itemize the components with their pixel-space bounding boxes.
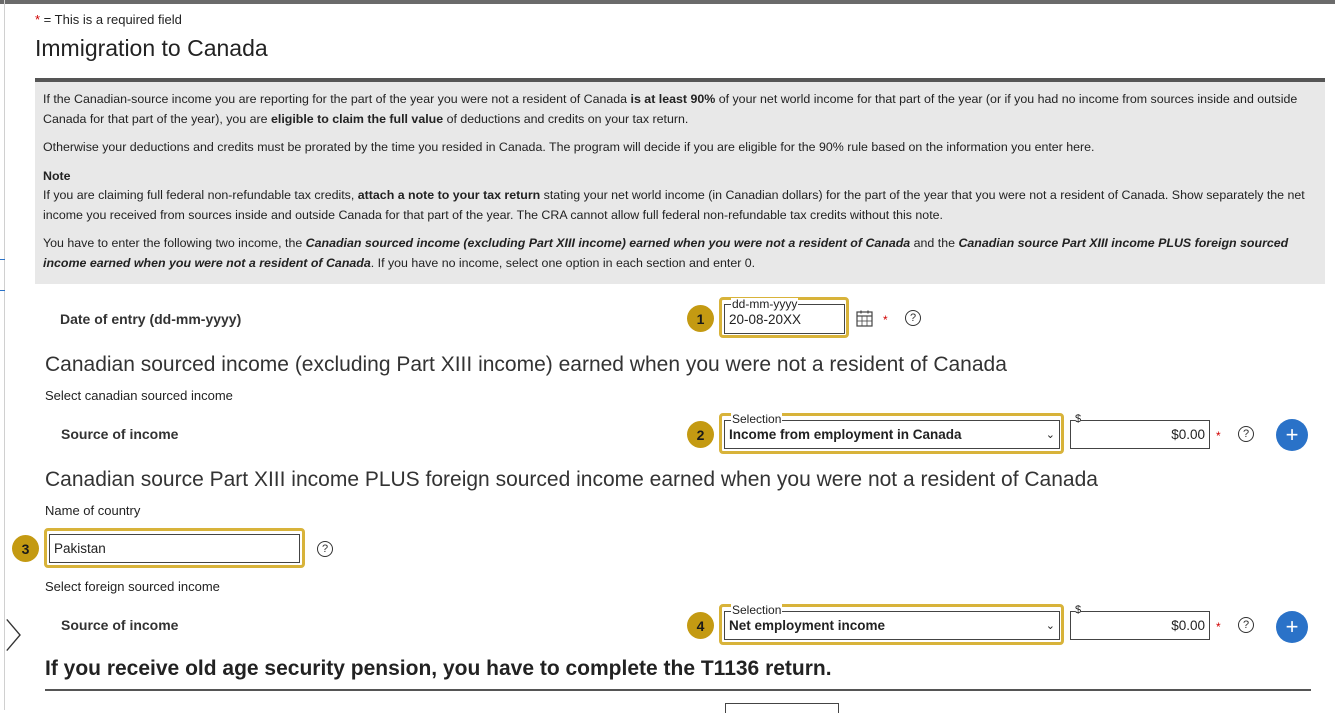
info-text: If you are claiming full federal non-refundable tax credits, bbox=[43, 188, 358, 202]
info-text: . If you have no income, select one option in each section and enter 0. bbox=[370, 255, 756, 270]
required-note-text: = This is a required field bbox=[40, 12, 182, 27]
left-border bbox=[4, 0, 5, 710]
required-star: * bbox=[1216, 429, 1221, 443]
top-border bbox=[0, 0, 1335, 4]
info-bold-italic: Canadian sourced income (excluding Part XIII income) earned when you were not a resident of Canada bbox=[305, 236, 911, 250]
chevron-down-icon: ⌄ bbox=[1045, 620, 1055, 632]
canadian-income-sublabel: Select canadian sourced income bbox=[45, 388, 233, 403]
info-paragraph bbox=[43, 90, 1317, 129]
required-star: * bbox=[1216, 620, 1221, 634]
info-paragraph bbox=[43, 186, 1317, 225]
info-text: of your net world income for that part of the year (or if you had no income from sources inside and outside Canada for that part of the year), you are bbox=[43, 92, 1298, 126]
required-field-note bbox=[35, 12, 182, 27]
info-bold: eligible to claim the full value bbox=[270, 111, 444, 126]
note-title: Note bbox=[43, 168, 71, 183]
foreign-income-heading: Canadian source Part XIII income PLUS foreign sourced income earned when you were not a resident of Canada bbox=[45, 468, 1098, 491]
amount-legend: $ bbox=[1075, 604, 1082, 616]
selected-value: Net employment income bbox=[729, 618, 886, 633]
add-canadian-income-button[interactable]: + bbox=[1276, 419, 1308, 451]
info-text: If the Canadian-source income you are reporting for the part of the year you were not a resident of Canada bbox=[43, 92, 631, 106]
info-box bbox=[35, 78, 1325, 284]
chevron-down-icon: ⌄ bbox=[1045, 429, 1055, 441]
oas-heading: If you receive old age security pension, you have to complete the T1136 return. bbox=[45, 657, 832, 680]
step-badge: 2 bbox=[687, 421, 714, 448]
help-icon[interactable]: ? bbox=[905, 310, 921, 326]
date-of-entry-label: Date of entry (dd-mm-yyyy) bbox=[60, 311, 242, 327]
source-of-income-label: Source of income bbox=[61, 617, 179, 633]
divider bbox=[45, 689, 1311, 691]
side-chevron-icon[interactable]: 〉 bbox=[5, 617, 39, 657]
left-marker bbox=[0, 259, 5, 260]
foreign-income-sublabel: Select foreign sourced income bbox=[45, 579, 220, 594]
help-icon[interactable]: ? bbox=[1238, 426, 1254, 442]
required-star: * bbox=[883, 313, 888, 327]
help-icon[interactable]: ? bbox=[317, 541, 333, 557]
amount-legend: $ bbox=[1075, 413, 1082, 425]
info-bold-italic: Canadian source Part XIII income PLUS foreign sourced income earned when you were not a resident of Canada bbox=[43, 236, 1289, 270]
info-bold: is at least 90% bbox=[630, 92, 716, 106]
info-paragraph: Otherwise your deductions and credits must be prorated by the time you resided in Canada. The program will decide if you are eligible for the 90% rule based on the information you enter here. bbox=[43, 140, 1095, 154]
selection-legend: Selection bbox=[732, 412, 782, 426]
help-icon[interactable]: ? bbox=[1238, 617, 1254, 633]
info-bold: attach a note to your tax return bbox=[357, 188, 541, 202]
partial-input[interactable] bbox=[725, 703, 839, 713]
calendar-icon[interactable] bbox=[856, 310, 873, 327]
canadian-income-heading: Canadian sourced income (excluding Part XIII income) earned when you were not a resident of Canada bbox=[45, 353, 1007, 376]
foreign-amount-input[interactable]: $0.00 bbox=[1070, 611, 1210, 640]
info-paragraph bbox=[43, 234, 1317, 273]
date-of-entry-input[interactable]: 20-08-20XX bbox=[724, 304, 845, 334]
info-text: stating your net world income (in Canadian dollars) for the part of the year that you were not a resident of Canada. Show separately the net income you received from sources inside and outside Canada for that part of the year. The CRA cannot allow full federal non-refundable tax credits without this note. bbox=[43, 188, 1305, 222]
info-text: of deductions and credits on your tax return. bbox=[443, 111, 689, 126]
step-badge: 4 bbox=[687, 612, 714, 639]
step-badge: 3 bbox=[12, 535, 39, 562]
canadian-amount-input[interactable]: $0.00 bbox=[1070, 420, 1210, 449]
info-text: You have to enter the following two income, the bbox=[43, 236, 306, 250]
date-legend: dd-mm-yyyy bbox=[732, 297, 798, 311]
country-input[interactable]: Pakistan bbox=[49, 534, 300, 563]
info-text: and the bbox=[910, 236, 959, 250]
left-marker bbox=[0, 290, 5, 291]
source-of-income-label: Source of income bbox=[61, 426, 179, 442]
selection-legend: Selection bbox=[732, 603, 782, 617]
required-star: * bbox=[35, 12, 41, 27]
step-badge: 1 bbox=[687, 305, 714, 332]
country-label: Name of country bbox=[45, 503, 141, 518]
page-title: Immigration to Canada bbox=[35, 35, 268, 61]
add-foreign-income-button[interactable]: + bbox=[1276, 611, 1308, 643]
selected-value: Income from employment in Canada bbox=[729, 427, 962, 442]
